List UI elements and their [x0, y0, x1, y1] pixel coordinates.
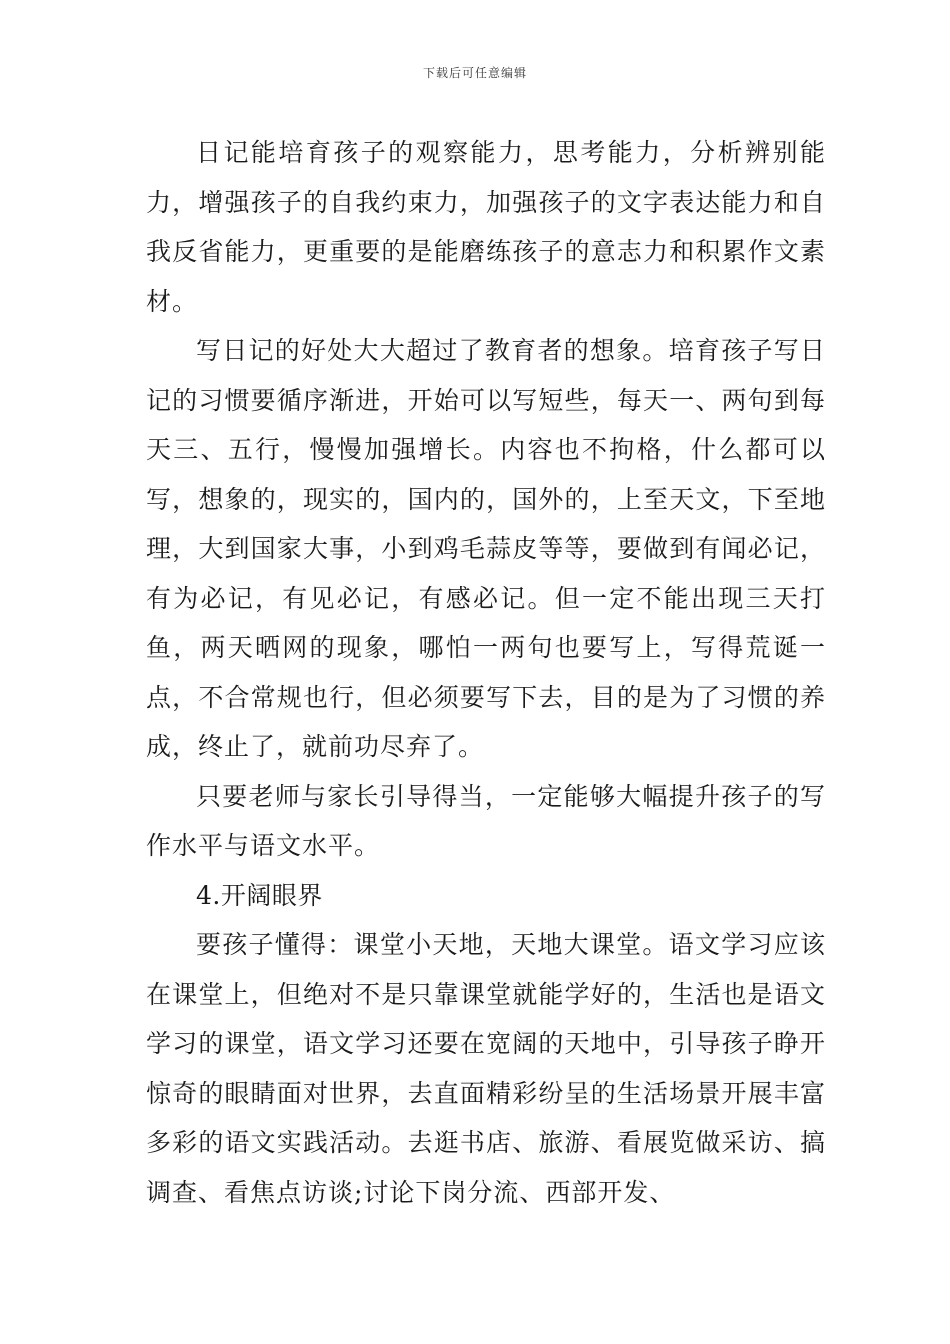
page-header: 下载后可任意编辑: [422, 66, 527, 80]
document-body: [146, 128, 826, 1217]
paragraph-diary-habit: 写日记的好处大大超过了教育者的想象。培育孩子写日记的习惯要循序渐进，开始可以写短些，每天一、两句到每天三、五行，慢慢加强增长。内容也不拘格，什么都可以写，想象的，现实的，国内的，国外的，上至天文，下至地理，大到国家大事，小到鸡毛蒜皮等等，要做到有闻必记，有为必记，有见必记，有感必记。但一定不能出现三天打鱼，两天晒网的现象，哪怕一两句也要写上，写得荒诞一点，不合常规也行，但必须要写下去，目的是为了习惯的养成，终止了，就前功尽弃了。: [146, 336, 826, 761]
paragraph-diary-benefits: 日记能培育孩子的观察能力，思考能力，分析辨别能力，增强孩子的自我约束力，加强孩子的文字表达能力和自我反省能力，更重要的是能磨练孩子的意志力和积累作文素材。: [146, 138, 826, 316]
section-heading-broaden-horizons: 4.开阔眼界: [196, 880, 323, 910]
paragraph-guidance: 只要老师与家长引导得当，一定能够大幅提升孩子的写作水平与语文水平。: [146, 781, 826, 860]
paragraph-classroom-world: 要孩子懂得：课堂小天地，天地大课堂。语文学习应该在课堂上，但绝对不是只靠课堂就能学好的，生活也是语文学习的课堂，语文学习还要在宽阔的天地中，引导孩子睁开惊奇的眼睛面对世界，去直面精彩纷呈的生活场景开展丰富多彩的语文实践活动。去逛书店、旅游、看展览做采访、搞调查、看焦点访谈;讨论下岗分流、西部开发、: [146, 930, 826, 1207]
